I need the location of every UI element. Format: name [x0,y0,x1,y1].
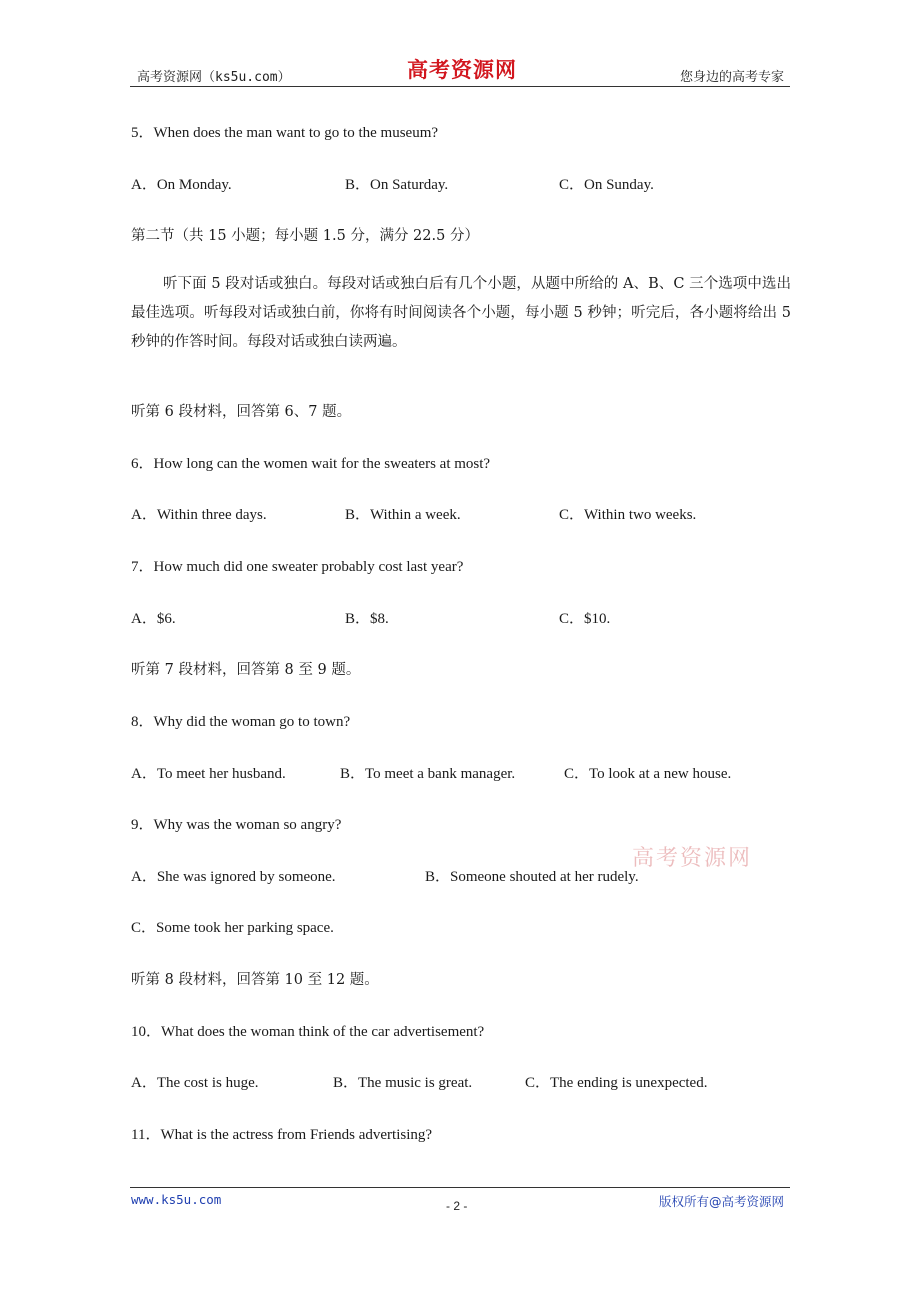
q10-option-b: B．The music is great. [333,1075,473,1091]
header-slogan: 您身边的高考专家 [679,70,784,85]
q9-option-a: A．She was ignored by someone. [131,869,336,885]
q6-option-a: A．Within three days. [131,507,267,523]
footer-copyright: 版权所有@高考资源网 [658,1194,784,1209]
question-5: 5．When does the man want to go to the museum? [131,125,439,141]
q6-option-c: C．Within two weeks. [559,507,697,523]
q6-option-b: B．Within a week. [345,507,461,523]
question-6: 6．How long can the women wait for the sweaters at most? [131,456,491,472]
question-8: 8．Why did the woman go to town? [131,714,351,730]
q7-option-b: B．$8. [345,611,389,627]
question-9: 9．Why was the woman so angry? [131,817,342,833]
q5-option-b: B．On Saturday. [345,177,449,193]
header-logo: 高考资源网 [407,57,517,82]
question-11: 11．What is the actress from Friends advertising? [131,1127,433,1143]
q5-option-c: C．On Sunday. [559,177,654,193]
header-site-name: 高考资源网（ks5u.com） [137,70,291,85]
header-divider [130,86,790,87]
passage-6-label: 听第 6 段材料，回答第 6、7 题。 [131,404,352,420]
q9-option-c: C．Some took her parking space. [131,920,334,936]
q10-option-c: C．The ending is unexpected. [525,1075,708,1091]
section-2-instructions: 听下面 5 段对话或独白。每段对话或独白后有几个小题，从题中所给的 A、B、C 三个选项中选出最佳选项。听每段对话或独白前，你将有时间阅读各个小题，每小题 5 秒钟；听完后，各小题将给出 5 秒钟的作答时间。每段对话或独白读两遍。 [131,276,791,350]
footer-website-link[interactable]: www.ks5u.com [131,1192,222,1207]
question-7: 7．How much did one sweater probably cost last year? [131,559,464,575]
question-10: 10．What does the woman think of the car advertisement? [131,1024,485,1040]
q5-option-a: A．On Monday. [131,177,232,193]
watermark: 高考资源网 [632,846,753,871]
q8-option-c: C．To look at a new house. [564,766,732,782]
footer-divider [130,1187,790,1188]
section-2-title: 第二节（共 15 小题；每小题 1.5 分，满分 22.5 分） [131,228,479,244]
q7-option-c: C．$10. [559,611,611,627]
q8-option-b: B．To meet a bank manager. [340,766,516,782]
q9-option-b: B．Someone shouted at her rudely. [425,869,639,885]
q10-option-a: A．The cost is huge. [131,1075,259,1091]
page-number: - 2 - [446,1199,468,1213]
passage-8-label: 听第 8 段材料，回答第 10 至 12 题。 [131,972,379,988]
q8-option-a: A．To meet her husband. [131,766,286,782]
passage-7-label: 听第 7 段材料，回答第 8 至 9 题。 [131,662,361,678]
q7-option-a: A．$6. [131,611,176,627]
